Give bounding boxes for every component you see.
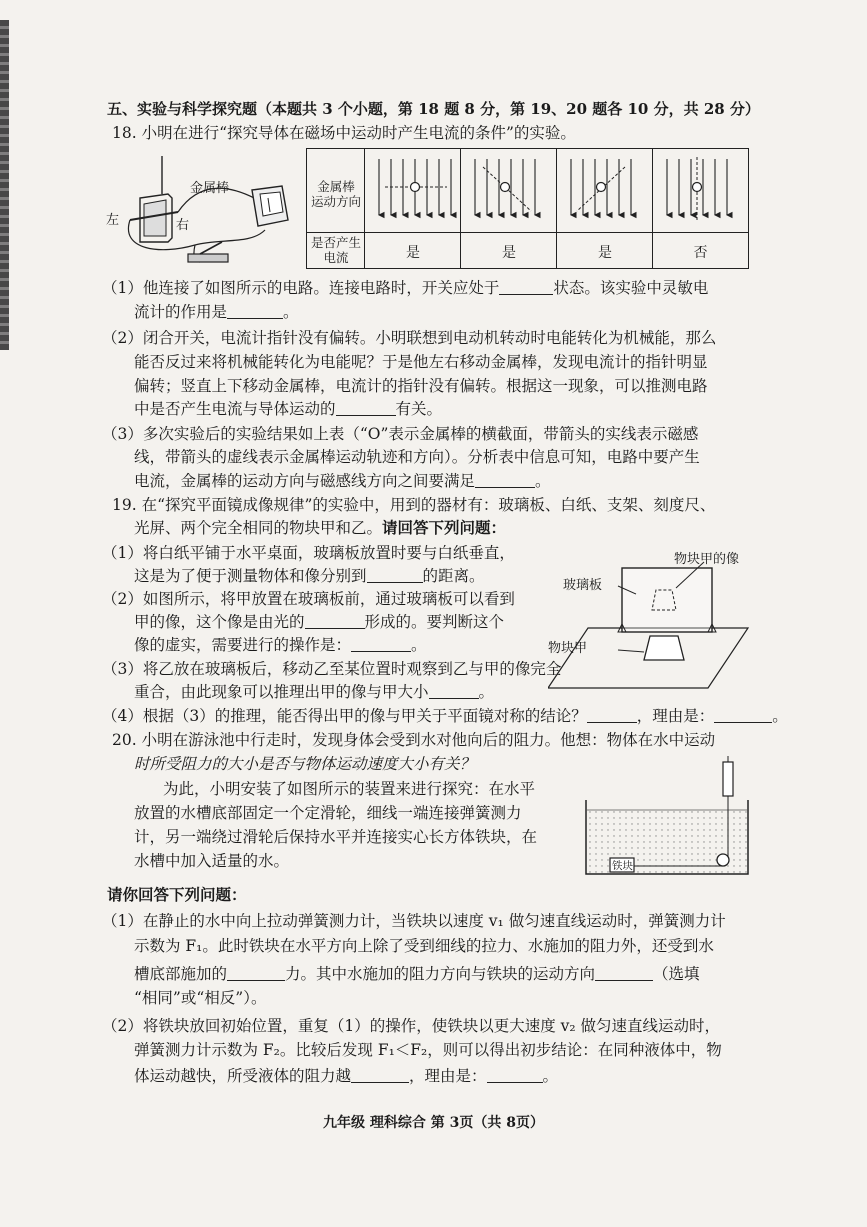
q18-p3-line3: 电流，金属棒的运动方向与磁感线方向之间要满足 。 [134,472,551,490]
q18-p3-line1: （3）多次实验后的实验结果如上表（“O”表示金属棒的横截面，带箭头的实线表示磁感 [102,425,699,443]
q20-p2-line1: （2）将铁块放回初始位置，重复（1）的操作，使铁块以更大速度 v₂ 做匀速直线运动时， [102,1017,721,1035]
field-lines-diagram [365,149,748,232]
q20-block-label: 铁块 [612,860,633,872]
q19-p4-line: （4）根据（3）的推理，能否得出甲的像与甲关于平面镜对称的结论？ ，理由是： 。 [102,707,788,725]
q18-rod-label: 金属棒 [190,181,230,196]
q18-stem: 18. 小明在进行“探究导体在磁场中运动时产生电流的条件”的实验。 [112,124,576,142]
q18-results-table [306,148,749,269]
answer-blank[interactable] [499,280,553,295]
q18-p1-line1: （1）他连接了如图所示的电路。连接电路时，开关应处于 状态。该实验中灵敏电 [102,279,709,297]
q20-p2-line2: 弹簧测力计示数为 F₂。比较后发现 F₁＜F₂，则可以得出初步结论：在同种液体中，物 [134,1041,722,1059]
table-cell-result: 否 [693,245,708,261]
q18-right-label: 右 [176,218,190,233]
q18-p3-line2: 线，带箭头的虚线表示金属棒运动轨迹和方向）。分析表中信息可知，电路中要产生 [134,448,700,466]
answer-blank[interactable] [595,966,653,981]
table-cell-result: 是 [598,245,612,261]
section-heading: 五、实验与科学探究题（本题共 3 个小题，第 18 题 8 分，第 19、20 题各 10 分，共 28 分） [107,100,760,118]
q19-p3-line1: （3）将乙放在玻璃板后，移动乙至某位置时观察到乙与甲的像完全 [102,660,562,678]
q19-p1-line1: （1）将白纸平铺于水平桌面，玻璃板放置时要与白纸垂直， [102,544,515,562]
q20-stem-line1: 20. 小明在游泳池中行走时，发现身体会受到水对他向后的阻力。他想：物体在水中运动 [112,731,716,749]
answer-blank[interactable] [227,304,283,319]
q20-stem-line2: 时所受阻力的大小是否与物体运动速度大小有关？ [134,755,476,773]
table-cell-result: 是 [406,245,420,261]
q19-mirror-diagram [548,548,758,696]
q18-p2-line4: 中是否产生电流与导体运动的 有关。 [134,400,443,418]
q19-p3-line2: 重合，由此现象可以推理出甲的像与甲大小 。 [134,683,495,701]
q20-p1-line3: 槽底部施加的 力。其中水施加的阻力方向与铁块的运动方向 （选填 [134,965,700,983]
binding-edge [0,20,9,350]
q18-p2-line1: （2）闭合开关，电流计指针没有偏转。小明联想到电动机转动时电能转化为机械能，那么 [102,329,717,347]
q18-left-label: 左 [106,213,120,228]
q18-circuit-diagram [100,150,300,272]
page-footer: 九年级 理科综合 第 3页（共 8页） [323,1115,544,1131]
q20-para-line2: 放置的水槽底部固定一个定滑轮，细线一端连接弹簧测力 [134,804,522,822]
answer-blank[interactable] [714,708,772,723]
q20-p2-line3: 体运动越快，所受液体的阻力越 ，理由是： 。 [134,1067,559,1085]
answer-blank[interactable] [367,568,423,583]
q19-stem-line2: 光屏、两个完全相同的物块甲和乙。请回答下列问题： [134,518,507,537]
q20-p1-line1: （1）在静止的水中向上拉动弹簧测力计，当铁块以速度 v₁ 做匀速直线运动时，弹簧测力计 [102,912,726,930]
table-header-motion: 金属棒 运动方向 [310,179,361,209]
table-header-current: 是否产生 电流 [310,235,361,265]
answer-blank[interactable] [587,708,637,723]
answer-blank[interactable] [351,1068,409,1083]
answer-blank[interactable] [336,401,396,416]
q19-p2-line2: 甲的像，这个像是由光的 形成的。要判断这个 [134,613,505,631]
q20-para-line4: 水槽中加入适量的水。 [134,852,290,870]
q19-p1-line2: 这是为了便于测量物体和像分别到 的距离。 [134,567,485,585]
answer-blank[interactable] [305,614,365,629]
answer-blank[interactable] [351,637,411,652]
q18-p1-line2: 流计的作用是 。 [134,303,299,321]
q19-p2-line1: （2）如图所示，将甲放置在玻璃板前，通过玻璃板可以看到 [102,590,515,608]
q18-p2-line3: 偏转；竖直上下移动金属棒，电流计的指针没有偏转。根据这一现象，可以推测电路 [134,377,708,395]
q20-p1-line2: 示数为 F₁。此时铁块在水平方向上除了受到细线的拉力、水施加的阻力外，还受到水 [134,937,714,955]
q19-p2-line3: 像的虚实，需要进行的操作是： 。 [134,636,427,654]
q20-para-line3: 计，另一端绕过滑轮后保持水平并连接实心长方体铁块，在 [134,828,538,846]
answer-blank[interactable] [227,966,285,981]
table-cell-result: 是 [502,245,516,261]
answer-blank[interactable] [487,1068,543,1083]
q20-tank-diagram [582,756,752,878]
q20-answer-heading: 请你回答下列问题： [107,885,247,904]
q19-block-label: 物块甲 [548,641,588,656]
q19-image-label: 物块甲的像 [674,552,740,567]
q19-stem-line1: 19. 在“探究平面镜成像规律”的实验中，用到的器材有：玻璃板、白纸、支架、刻度尺、 [112,496,716,514]
answer-blank[interactable] [475,473,535,488]
q20-p1-line4: “相同”或“相反”）。 [134,989,267,1007]
q19-glass-label: 玻璃板 [563,578,603,593]
q18-p2-line2: 能否反过来将机械能转化为电能呢？于是他左右移动金属棒，发现电流计的指针明显 [134,353,708,371]
answer-blank[interactable] [429,684,479,699]
q20-para-line1: 为此，小明安装了如图所示的装置来进行探究：在水平 [163,780,536,798]
